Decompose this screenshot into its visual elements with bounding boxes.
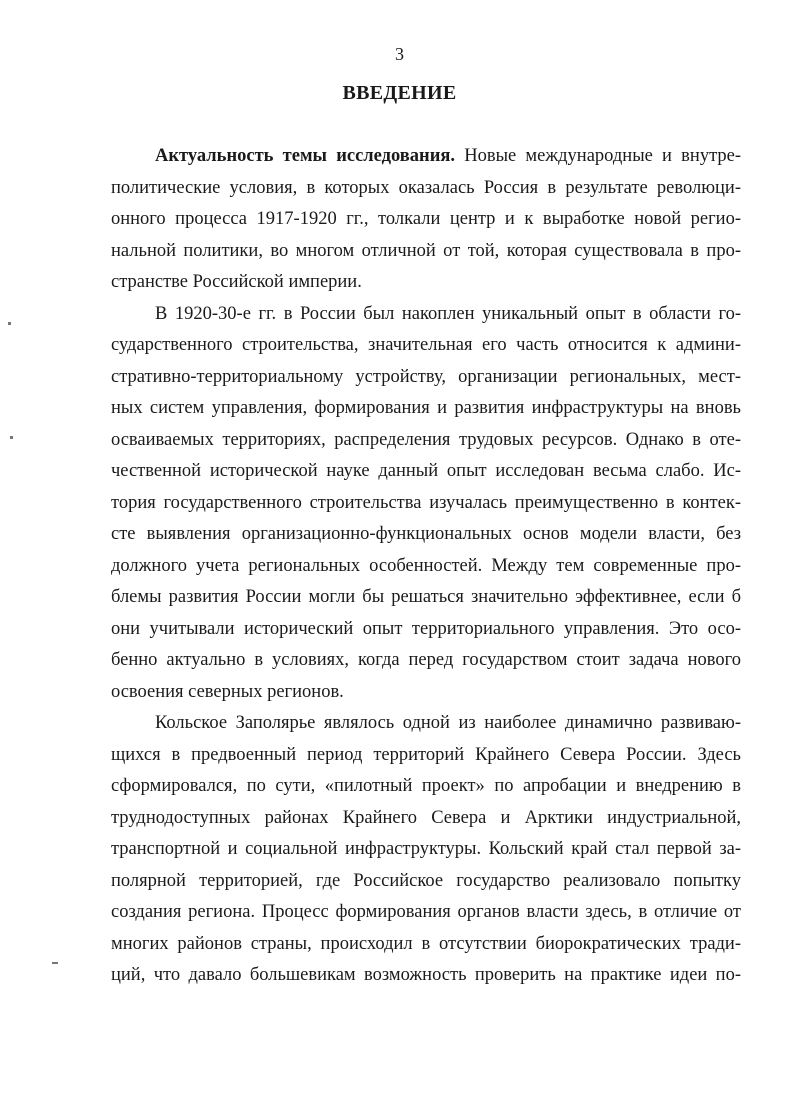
text-line: стративно-территориальному устройству, организации региональных, мест-: [111, 366, 741, 387]
scan-speck: [10, 436, 13, 439]
text-line: сударственного строительства, значительная его часть относится к админи-: [111, 335, 741, 355]
scan-speck: [8, 322, 11, 325]
text-line: освоения северных регионов.: [111, 681, 344, 702]
text-line: тория государственного строительства изучалась преимущественно в контек-: [111, 492, 741, 513]
text-line: полярной территорией, где Российское государство реализовало попытку: [111, 870, 741, 891]
text-line: бенно актуально в условиях, когда перед государством стоит задача нового: [111, 650, 741, 670]
text-line: нальной политики, во многом отличной от той, которая существовала в про-: [111, 240, 741, 261]
text-line: многих районов страны, происходил в отсутствии биорократических тради-: [111, 933, 741, 954]
text-line: Кольское Заполярье являлось одной из наиболее динамично развиваю-: [155, 713, 741, 733]
line-text: Новые международные и внутре-: [455, 146, 741, 166]
paragraph: [111, 708, 741, 992]
text-line: осваиваемых территориях, распределения трудовых ресурсов. Однако в оте-: [111, 429, 741, 450]
text-line: должного учета региональных особенностей. Между тем современные про-: [111, 555, 741, 576]
text-line: сте выявления организационно-функциональных основ модели власти, без: [111, 524, 741, 544]
text-line: блемы развития России могли бы решаться значительно эффективнее, если б: [111, 587, 741, 607]
scan-speck: [52, 962, 58, 964]
page-number: 3: [395, 44, 404, 64]
text-line: ных систем управления, формирования и развития инфраструктуры на вновь: [111, 398, 741, 418]
text-line: чественной исторической науке данный опыт исследован весьма слабо. Ис-: [111, 461, 741, 481]
paragraph: [111, 141, 741, 299]
text-line: политические условия, в которых оказалась Россия в результате революци-: [111, 177, 741, 198]
text-line: [111, 141, 741, 173]
text-line: транспортной и социальной инфраструктуры. Кольский край стал первой за-: [111, 839, 741, 859]
text-line: труднодоступных районах Крайнего Севера и Арктики индустриальной,: [111, 807, 741, 828]
text-line: странстве Российской империи.: [111, 272, 362, 292]
paragraph: [111, 299, 741, 709]
text-line: ций, что давало большевикам возможность проверить на практике идеи по-: [111, 965, 741, 985]
text-line: они учитывали исторический опыт территориального управления. Это осо-: [111, 618, 741, 639]
bold-lead-in: Актуальность темы исследования.: [155, 146, 455, 166]
text-line: онного процесса 1917-1920 гг., толкали центр и к выработке новой регио-: [111, 209, 741, 229]
text-line: щихся в предвоенный период территорий Крайнего Севера России. Здесь: [111, 744, 741, 765]
section-heading: ВВЕДЕНИЕ: [342, 82, 457, 104]
body-text: [111, 141, 741, 992]
text-line: сформировался, по сути, «пилотный проект» по апробации и внедрению в: [111, 776, 741, 796]
text-line: В 1920-30-е гг. в России был накоплен уникальный опыт в области го-: [155, 303, 741, 324]
text-line: создания региона. Процесс формирования органов власти здесь, в отличие от: [111, 902, 741, 922]
